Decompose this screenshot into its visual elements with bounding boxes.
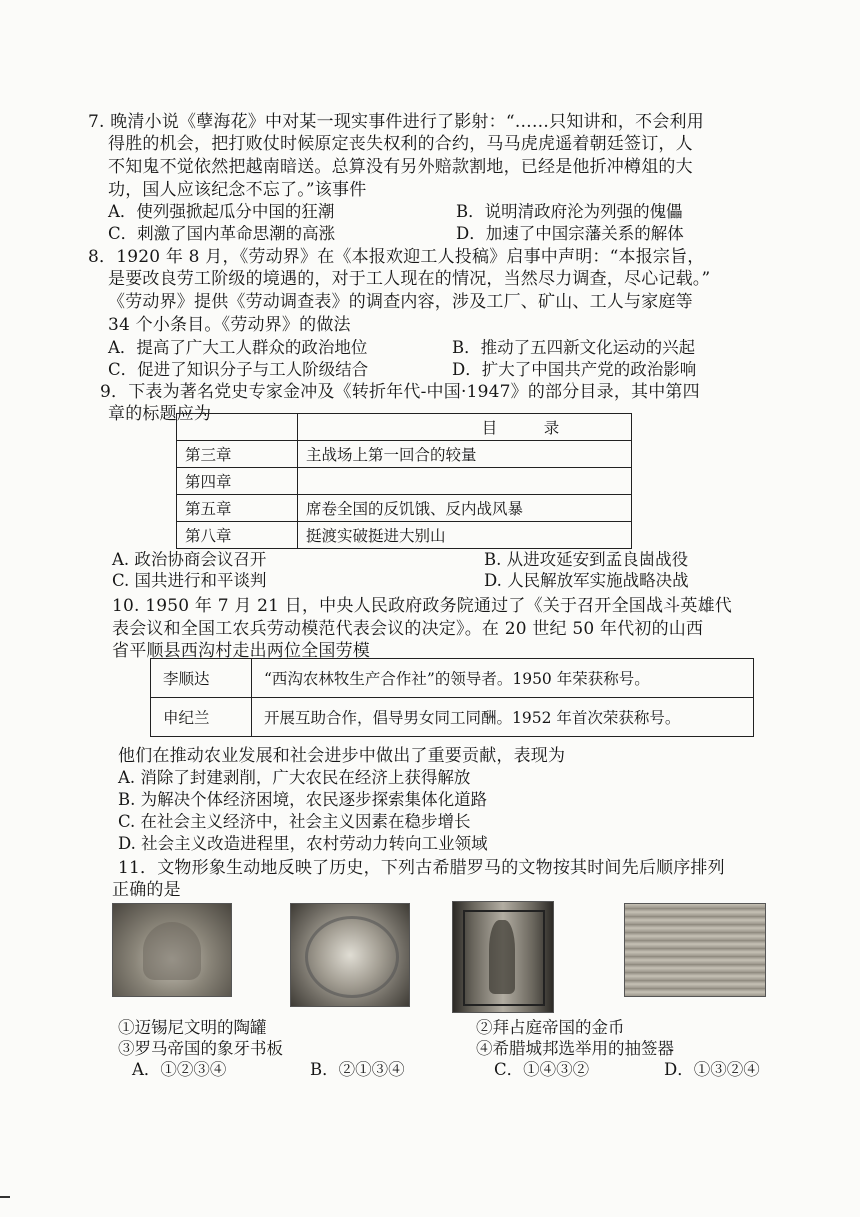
q11-caption-3: ③罗马帝国的象牙书板 bbox=[118, 1039, 283, 1058]
q11-option-d: D．①③②④ bbox=[664, 1060, 760, 1079]
mycenaean-pottery-image bbox=[112, 903, 232, 997]
q8-line-1: 8．1920 年 8 月，《劳动界》在《本报欢迎工人投稿》启事中声明：“本报宗旨， bbox=[88, 247, 705, 267]
name-cell: 申纪兰 bbox=[151, 698, 252, 737]
table-row bbox=[151, 659, 754, 698]
table-row bbox=[177, 414, 632, 441]
byzantine-coin-image bbox=[290, 903, 410, 1007]
title-cell: 席卷全国的反饥饿、反内战风暴 bbox=[298, 495, 632, 522]
q9-line-1: 9．下表为著名党史专家金冲及《转折年代-中国·1947》的部分目录，其中第四 bbox=[100, 382, 700, 402]
q9-contents-table bbox=[176, 413, 632, 549]
q8-option-d: D．扩大了中国共产党的政治影响 bbox=[452, 360, 697, 379]
q11-option-c: C．①④③② bbox=[494, 1060, 590, 1079]
q9-line-2: 章的标题应为 bbox=[108, 404, 212, 424]
greek-allotment-machine-image bbox=[624, 903, 766, 997]
q11-line-2: 正确的是 bbox=[112, 880, 181, 900]
q9-option-d: D. 人民解放军实施战略决战 bbox=[484, 571, 689, 590]
q10-option-d: D. 社会主义改造进程里，农村劳动力转向工业领域 bbox=[118, 834, 488, 853]
name-cell: 李顺达 bbox=[151, 659, 252, 698]
q7-line-4: 功，国人应该纪念不忘了。”该事件 bbox=[108, 180, 367, 200]
q11-line-1: 11．文物形象生动地反映了历史，下列古希腊罗马的文物按其时间先后顺序排列 bbox=[118, 858, 725, 878]
q9-option-b: B. 从进攻延安到孟良崮战役 bbox=[484, 550, 689, 569]
chapter-cell: 第三章 bbox=[177, 441, 298, 468]
desc-cell: 开展互助合作，倡导男女同工同酬。1952 年首次荣获称号。 bbox=[252, 698, 754, 737]
q8-line-2: 是要改良劳工阶级的境遇的，对于工人现在的情况，当然尽力调查，尽心记载。” bbox=[108, 269, 711, 289]
q10-line-3: 省平顺县西沟村走出两位全国劳模 bbox=[112, 641, 370, 661]
table-header: 目 录 bbox=[298, 414, 632, 441]
q10-option-b: B. 为解决个体经济困境，农民逐步探索集体化道路 bbox=[118, 790, 488, 809]
title-cell: 主战场上第一回合的较量 bbox=[298, 441, 632, 468]
chapter-cell: 第四章 bbox=[177, 468, 298, 495]
scan-mark bbox=[0, 1196, 10, 1198]
q10-option-c: C. 在社会主义经济中，社会主义因素在稳步增长 bbox=[118, 812, 471, 831]
table-row bbox=[151, 698, 754, 737]
q8-option-b: B．推动了五四新文化运动的兴起 bbox=[452, 338, 696, 357]
q7-line-1: 7. 晚清小说《孽海花》中对某一现实事件进行了影射：“……只知讲和，不会利用 bbox=[88, 112, 704, 132]
q10-line-1: 10. 1950 年 7 月 21 日，中央人民政府政务院通过了《关于召开全国战斗英雄代 bbox=[112, 596, 732, 616]
q10-line-2: 表会议和全国工农兵劳动模范代表会议的决定》。在 20 世纪 50 年代初的山西 bbox=[112, 619, 704, 639]
table-row bbox=[177, 495, 632, 522]
chapter-cell: 第五章 bbox=[177, 495, 298, 522]
q9-option-a: A. 政治协商会议召开 bbox=[112, 550, 267, 569]
q11-caption-4: ④希腊城邦选举用的抽签器 bbox=[476, 1039, 674, 1058]
q7-line-2: 得胜的机会，把打败仗时候原定丧失权利的合约，马马虎虎遥着朝廷签订，人 bbox=[108, 134, 693, 154]
q11-caption-1: ①迈锡尼文明的陶罐 bbox=[118, 1018, 267, 1037]
q7-option-d: D．加速了中国宗藩关系的解体 bbox=[456, 224, 684, 243]
q9-option-c: C. 国共进行和平谈判 bbox=[112, 571, 267, 590]
q10-model-worker-table bbox=[150, 658, 754, 737]
table-row bbox=[177, 522, 632, 549]
q11-caption-2: ②拜占庭帝国的金币 bbox=[476, 1018, 625, 1037]
q7-option-b: B．说明清政府沦为列强的傀儡 bbox=[456, 202, 683, 221]
q7-line-3: 不知鬼不觉依然把越南暗送。总算没有另外赔款割地，已经是他折冲樽俎的大 bbox=[108, 157, 693, 177]
q7-option-c: C．刺激了国内革命思潮的高涨 bbox=[108, 224, 336, 243]
table-row bbox=[177, 441, 632, 468]
roman-ivory-tablet-image bbox=[452, 901, 554, 1013]
q11-option-b: B．②①③④ bbox=[310, 1060, 405, 1079]
title-cell bbox=[298, 468, 632, 495]
q8-line-4: 34 个小条目。《劳动界》的做法 bbox=[108, 315, 351, 335]
title-cell: 挺渡实破挺进大别山 bbox=[298, 522, 632, 549]
q11-option-a: A．①②③④ bbox=[132, 1060, 227, 1079]
table-row bbox=[177, 468, 632, 495]
q10-option-a: A. 消除了封建剥削，广大农民在经济上获得解放 bbox=[118, 768, 471, 787]
q8-option-c: C．促进了知识分子与工人阶级结合 bbox=[108, 360, 369, 379]
chapter-cell: 第八章 bbox=[177, 522, 298, 549]
q7-option-a: A．使列强掀起瓜分中国的狂潮 bbox=[108, 202, 335, 221]
q8-option-a: A．提高了广大工人群众的政治地位 bbox=[108, 338, 368, 357]
q8-line-3: 《劳动界》提供《劳动调查表》的调查内容，涉及工厂、矿山、工人与家庭等 bbox=[108, 292, 693, 312]
table-cell bbox=[177, 414, 298, 441]
q10-stem-2: 他们在推动农业发展和社会进步中做出了重要贡献，表现为 bbox=[118, 746, 566, 766]
desc-cell: “西沟农林牧生产合作社”的领导者。1950 年荣获称号。 bbox=[252, 659, 754, 698]
